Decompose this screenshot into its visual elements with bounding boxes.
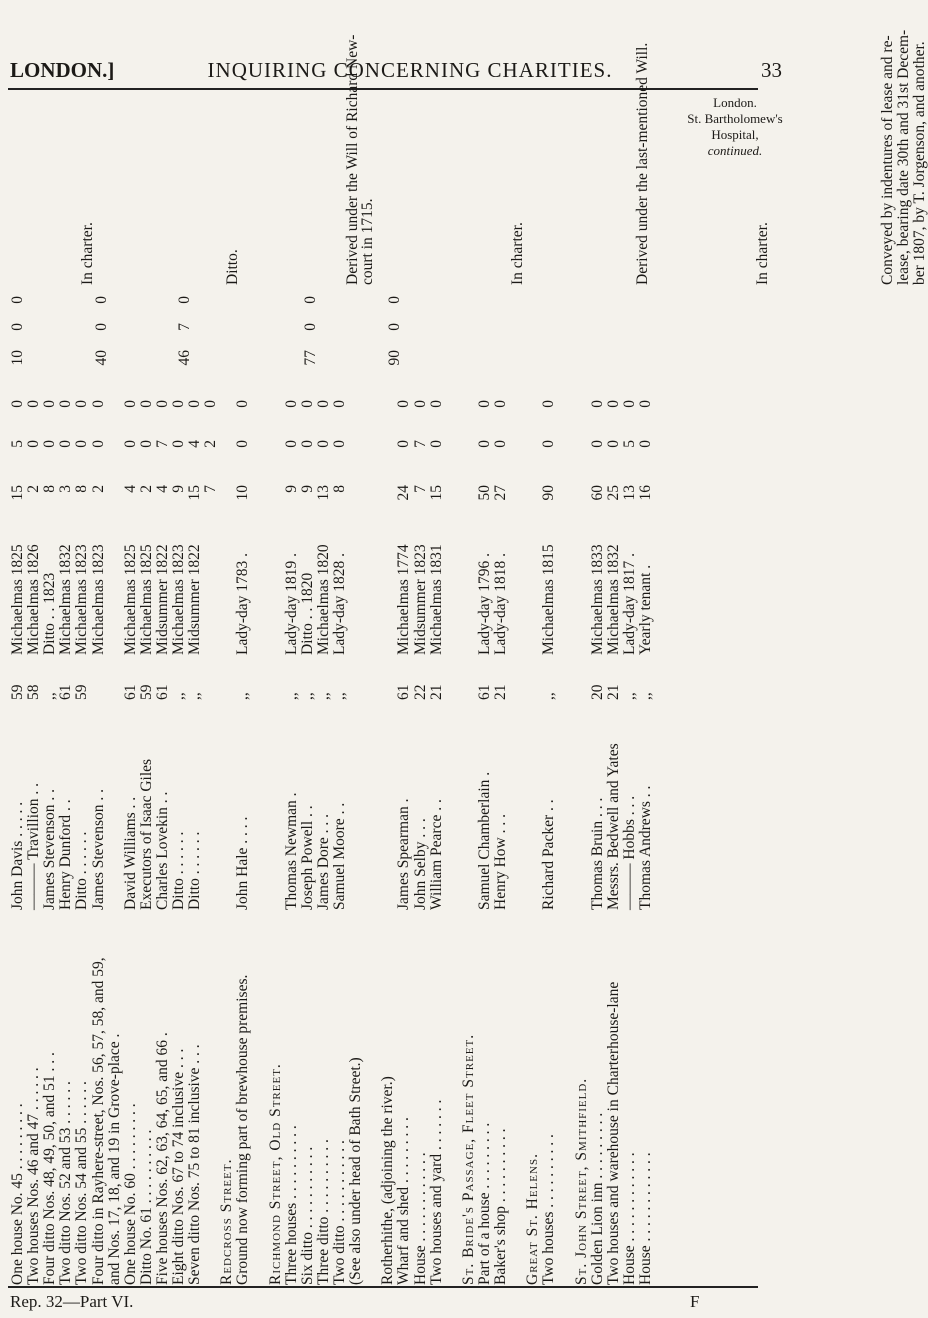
years-cell: 61	[475, 684, 493, 700]
rent-amount: 0	[202, 400, 220, 408]
description-row: Part of a house . . . . . . . . .	[475, 1122, 493, 1285]
rent-amount: 0	[121, 440, 139, 448]
rent-amount: 0	[41, 440, 59, 448]
side-note-line: London.	[713, 95, 757, 110]
rent-amount: 0	[620, 400, 638, 408]
tenant-row: Samuel Chamberlain .	[475, 771, 493, 910]
rent-amount: 24	[395, 485, 413, 501]
rent-amount: 0	[298, 440, 316, 448]
rent-amount: 0	[41, 400, 59, 408]
rent-amount: 0	[588, 440, 606, 448]
description-row: Two houses . . . . . . . . . .	[540, 1134, 558, 1285]
description-row: Rotherhithe, (adjoining the river.)	[379, 1076, 397, 1285]
tenant-row: William Pearce . .	[427, 799, 445, 910]
years-cell: 61	[121, 684, 139, 700]
description-row: (See also under head of Bath Street.)	[347, 1057, 365, 1285]
fine-amount: 0	[385, 323, 403, 331]
years-cell: 21	[427, 684, 445, 700]
date-cell: Midsummer 1822	[186, 544, 204, 655]
rent-amount: 0	[57, 440, 75, 448]
fine-amount: 77	[302, 350, 320, 366]
fine-amount: 90	[385, 350, 403, 366]
tenant-row: Thomas Bruin . . .	[588, 797, 606, 910]
how-held-text: court in 1715.	[359, 198, 376, 285]
years-cell: 22	[411, 684, 429, 700]
years-cell: ,,	[170, 692, 187, 700]
tenant-row: James Spearman .	[395, 798, 413, 910]
rent-amount: 0	[57, 400, 75, 408]
date-cell: Ditto . . 1820	[298, 572, 316, 655]
date-cell: Michaelmas 1826	[25, 544, 43, 655]
rent-amount: 15	[9, 485, 26, 501]
description-row: Five houses Nos. 62, 63, 64, 65, and 66 .	[153, 1032, 171, 1285]
tenant-row: ——— Hobbs . . .	[620, 795, 638, 910]
rent-amount: 60	[588, 485, 606, 501]
date-cell: Midsummer 1822	[153, 544, 171, 655]
fine-amount: 7	[176, 323, 194, 331]
rent-amount: 15	[427, 485, 445, 501]
side-note-line: Hospital,	[711, 127, 759, 142]
rent-amount: 0	[395, 440, 413, 448]
years-cell: 61	[153, 684, 171, 700]
tenant-row: James Stevenson . .	[41, 789, 59, 910]
years-cell: ,,	[298, 692, 316, 700]
fine-amount: 0	[92, 296, 110, 304]
description-row: One house No. 60 . . . . . . . . .	[121, 1103, 139, 1285]
rent-amount: 0	[25, 400, 43, 408]
description-row: Two houses and warehouse in Charterhouse-lane	[604, 981, 622, 1285]
description-row: Seven ditto Nos. 75 to 81 inclusive . . .	[186, 1044, 204, 1285]
rent-amount: 0	[89, 440, 107, 448]
date-cell: Michaelmas 1774	[395, 544, 413, 655]
date-cell: Michaelmas 1832	[604, 544, 622, 655]
how-held-text: Derived under the last-mentioned Will.	[634, 42, 651, 285]
rent-amount: 2	[89, 485, 107, 493]
rent-amount: 25	[604, 485, 622, 501]
tenant-row: Ditto . . . . . .	[170, 831, 187, 910]
tenant-row: ——— Travillion . .	[25, 782, 43, 910]
date-cell: Midsummer 1823	[411, 544, 429, 655]
rent-amount: 0	[170, 400, 187, 408]
tenant-row: Samuel Moore . .	[331, 802, 348, 910]
rent-amount: 0	[475, 440, 493, 448]
rent-amount: 4	[121, 485, 139, 493]
rent-amount: 0	[121, 400, 139, 408]
years-cell: 59	[73, 684, 91, 700]
rent-amount: 2	[137, 485, 155, 493]
rent-amount: 7	[411, 440, 429, 448]
fine-amount: 0	[9, 296, 26, 304]
description-row: St. John Street, Smithfield.	[572, 1077, 590, 1285]
description-row: Golden Lion inn . . . . . . . . .	[588, 1112, 606, 1285]
description-row: Wharf and shed . . . . . . . . .	[395, 1117, 413, 1285]
date-cell: Lady-day 1796 .	[475, 552, 493, 655]
rent-amount: 5	[9, 440, 26, 448]
fine-amount: 46	[176, 350, 194, 366]
rent-amount: 0	[588, 400, 606, 408]
footer-signature: Rep. 32—Part VI.	[10, 1292, 134, 1311]
rent-amount: 90	[540, 485, 558, 501]
rent-amount: 0	[540, 440, 558, 448]
years-cell: ,,	[234, 692, 252, 700]
tenant-row: Richard Packer . .	[540, 799, 558, 910]
tenant-row: James Dore . . .	[314, 814, 332, 910]
rent-amount: 8	[73, 485, 91, 493]
rent-amount: 27	[492, 485, 509, 501]
years-cell: 61	[395, 684, 413, 700]
years-cell: ,,	[314, 692, 332, 700]
side-note-line: continued.	[707, 143, 763, 158]
how-held-text: In charter.	[509, 222, 526, 285]
rent-amount: 0	[234, 400, 252, 408]
date-cell: Michaelmas 1823	[89, 544, 107, 655]
rent-amount: 5	[620, 440, 638, 448]
side-note-line: St. Bartholomew's	[687, 111, 783, 126]
rent-amount: 2	[202, 440, 220, 448]
tenant-row: James Stevenson . .	[89, 789, 107, 910]
years-cell: 59	[9, 684, 26, 700]
description-row: Four ditto Nos. 48, 49, 50, and 51 . . .	[41, 1052, 59, 1285]
running-head-left: LONDON.]	[10, 58, 115, 82]
fine-amount: 0	[302, 323, 320, 331]
fine-amount: 10	[9, 350, 26, 366]
date-cell: Lady-day 1819 .	[282, 552, 300, 655]
years-cell: 20	[588, 684, 606, 700]
date-cell: Lady-day 1783 .	[234, 552, 252, 655]
page-number: 33	[761, 58, 782, 82]
description-row: Two ditto Nos. 54 and 55 . . . . . .	[73, 1081, 91, 1285]
rent-amount: 0	[186, 400, 204, 408]
years-cell: 21	[492, 684, 509, 700]
years-cell: ,,	[540, 692, 558, 700]
tenant-row: Executors of Isaac Giles	[137, 758, 155, 910]
rent-amount: 16	[636, 485, 654, 501]
tenant-row: Charles Lovekin . .	[153, 791, 171, 910]
rent-amount: 0	[492, 400, 509, 408]
date-cell: Michaelmas 1815	[540, 544, 558, 655]
fine-amount: 0	[92, 323, 110, 331]
date-cell: Lady-day 1818 .	[492, 552, 509, 655]
tenant-row: Messrs. Bedwell and Yates	[604, 743, 622, 910]
description-row: Two ditto . . . . . . . . . . .	[331, 1140, 348, 1285]
rent-amount: 0	[282, 400, 300, 408]
description-row: Richmond Street, Old Street.	[266, 1063, 284, 1285]
fine-amount: 0	[9, 323, 26, 331]
date-cell: Michaelmas 1825	[137, 544, 155, 655]
rent-amount: 9	[170, 485, 187, 493]
years-cell: 61	[57, 684, 75, 700]
tenant-row: John Davis . . . . .	[9, 801, 26, 910]
fine-amount: 0	[385, 296, 403, 304]
fine-amount: 0	[176, 296, 194, 304]
tenant-row: Ditto . . . . . .	[186, 831, 204, 910]
rent-amount: 0	[73, 440, 91, 448]
years-cell: ,,	[186, 692, 204, 700]
rent-amount: 7	[202, 485, 220, 493]
how-held-text: ber 1807, by T. Jorgenson, and another.	[911, 41, 928, 285]
rent-amount: 13	[314, 485, 332, 501]
rent-amount: 7	[411, 485, 429, 493]
rent-amount: 0	[331, 440, 348, 448]
date-cell: Michaelmas 1820	[314, 544, 332, 655]
years-cell: ,,	[41, 692, 59, 700]
rent-amount: 3	[57, 485, 75, 493]
description-row: Baker's shop . . . . . . . . . .	[492, 1128, 509, 1285]
rent-amount: 8	[331, 485, 348, 493]
rent-amount: 2	[25, 485, 43, 493]
rent-amount: 0	[153, 400, 171, 408]
rent-amount: 0	[298, 400, 316, 408]
rent-amount: 4	[153, 485, 171, 493]
rent-amount: 0	[234, 440, 252, 448]
rent-amount: 10	[234, 485, 252, 501]
tenant-row: John Hale . . . .	[234, 816, 252, 910]
date-cell: Michaelmas 1823	[170, 544, 187, 655]
description-row: Two ditto Nos. 52 and 53 . . . . . .	[57, 1081, 75, 1285]
rent-amount: 0	[137, 440, 155, 448]
tenant-row: Thomas Andrews . .	[636, 785, 654, 910]
date-cell: Michaelmas 1823	[73, 544, 91, 655]
rent-amount: 0	[492, 440, 509, 448]
rent-amount: 13	[620, 485, 638, 501]
description-row: House . . . . . . . . . . . .	[636, 1152, 654, 1285]
tenant-row: David Williams . .	[121, 796, 139, 910]
rent-amount: 0	[73, 400, 91, 408]
date-cell: Lady-day 1817 .	[620, 552, 638, 655]
running-head	[10, 58, 800, 88]
years-cell: ,,	[620, 692, 638, 700]
date-cell: Michaelmas 1832	[57, 544, 75, 655]
description-row: Redcross Street.	[218, 1158, 236, 1285]
years-cell: ,,	[331, 692, 348, 700]
tenant-row: John Selby . . .	[411, 818, 429, 910]
rent-amount: 0	[282, 440, 300, 448]
rent-amount: 0	[331, 400, 348, 408]
description-row: Six ditto . . . . . . . . . . .	[298, 1146, 316, 1285]
footer-letter: F	[690, 1292, 700, 1311]
description-row: Four ditto in Rayhere-street, Nos. 56, 57, 58, and 59,	[89, 957, 107, 1285]
rent-amount: 0	[395, 400, 413, 408]
tenant-row: Henry Dunford . .	[57, 799, 75, 910]
rent-amount: 0	[314, 400, 332, 408]
description-row: Great St. Helens.	[524, 1153, 542, 1285]
how-held-text: In charter.	[754, 222, 771, 285]
description-row: Eight ditto Nos. 67 to 74 inclusive . . .	[170, 1048, 187, 1285]
bottom-rule	[8, 1286, 758, 1288]
rent-amount: 4	[186, 440, 204, 448]
tenant-row: Henry How . . .	[492, 814, 509, 910]
tenant-row: Ditto . . . . . .	[73, 831, 91, 910]
rent-amount: 0	[540, 400, 558, 408]
how-held-text: In charter.	[79, 222, 96, 285]
tenant-row: Joseph Powell . .	[298, 805, 316, 910]
description-row: and Nos. 17, 18, and 19 in Grove-place .	[105, 1033, 123, 1285]
how-held-text: Conveyed by indentures of lease and re-	[879, 35, 896, 285]
rent-amount: 0	[427, 440, 445, 448]
rent-amount: 8	[41, 485, 59, 493]
description-row: One house No. 45 . . . . . . . . .	[9, 1103, 26, 1285]
rent-amount: 9	[282, 485, 300, 493]
rent-amount: 0	[636, 400, 654, 408]
description-row: St. Bride's Passage, Fleet Street.	[459, 1033, 477, 1285]
years-cell: 59	[137, 684, 155, 700]
date-cell: Ditto . . 1823	[41, 572, 59, 655]
years-cell: 58	[25, 684, 43, 700]
rent-amount: 7	[153, 440, 171, 448]
description-row: Ditto No. 61 . . . . . . . . . .	[137, 1129, 155, 1285]
fine-amount: 0	[302, 296, 320, 304]
date-cell: Yearly tenant .	[636, 564, 654, 655]
how-held-text: lease, bearing date 30th and 31st Decem-	[895, 29, 912, 285]
date-cell: Michaelmas 1833	[588, 544, 606, 655]
description-row: Ground now forming part of brewhouse premises.	[234, 974, 252, 1285]
description-row: Two houses Nos. 46 and 47 . . . . . .	[25, 1067, 43, 1285]
how-held-text: Ditto.	[224, 249, 241, 285]
years-cell: ,,	[636, 692, 654, 700]
rent-amount: 0	[25, 440, 43, 448]
rent-amount: 0	[475, 400, 493, 408]
rent-amount: 0	[411, 400, 429, 408]
rent-amount: 15	[186, 485, 204, 501]
rent-amount: 0	[170, 440, 187, 448]
description-row: Two houses and yard . . . . . . .	[427, 1099, 445, 1285]
rent-amount: 0	[9, 400, 26, 408]
rent-amount: 0	[427, 400, 445, 408]
running-head-title: INQUIRING CONCERNING CHARITIES.	[207, 58, 613, 82]
rent-amount: 0	[604, 440, 622, 448]
tenant-row: Thomas Newman .	[282, 792, 300, 910]
rent-amount: 0	[604, 400, 622, 408]
date-cell: Michaelmas 1831	[427, 544, 445, 655]
fine-amount: 40	[92, 350, 110, 366]
years-cell: 21	[604, 684, 622, 700]
description-row: Three houses . . . . . . . . . .	[282, 1125, 300, 1285]
rent-amount: 0	[314, 440, 332, 448]
rent-amount: 0	[137, 400, 155, 408]
side-note	[670, 95, 800, 159]
description-row: House . . . . . . . . . . . .	[411, 1152, 429, 1285]
date-cell: Michaelmas 1825	[9, 544, 26, 655]
description-row: House . . . . . . . . . . . .	[620, 1152, 638, 1285]
rent-amount: 50	[475, 485, 493, 501]
date-cell: Michaelmas 1825	[121, 544, 139, 655]
years-cell: ,,	[282, 692, 300, 700]
rent-amount: 0	[89, 400, 107, 408]
rent-amount: 9	[298, 485, 316, 493]
rent-amount: 0	[636, 440, 654, 448]
date-cell: Lady-day 1828 .	[331, 552, 348, 655]
description-row: Three ditto . . . . . . . . . .	[314, 1139, 332, 1285]
how-held-text: Derived under the Will of Richard New-	[344, 34, 361, 285]
